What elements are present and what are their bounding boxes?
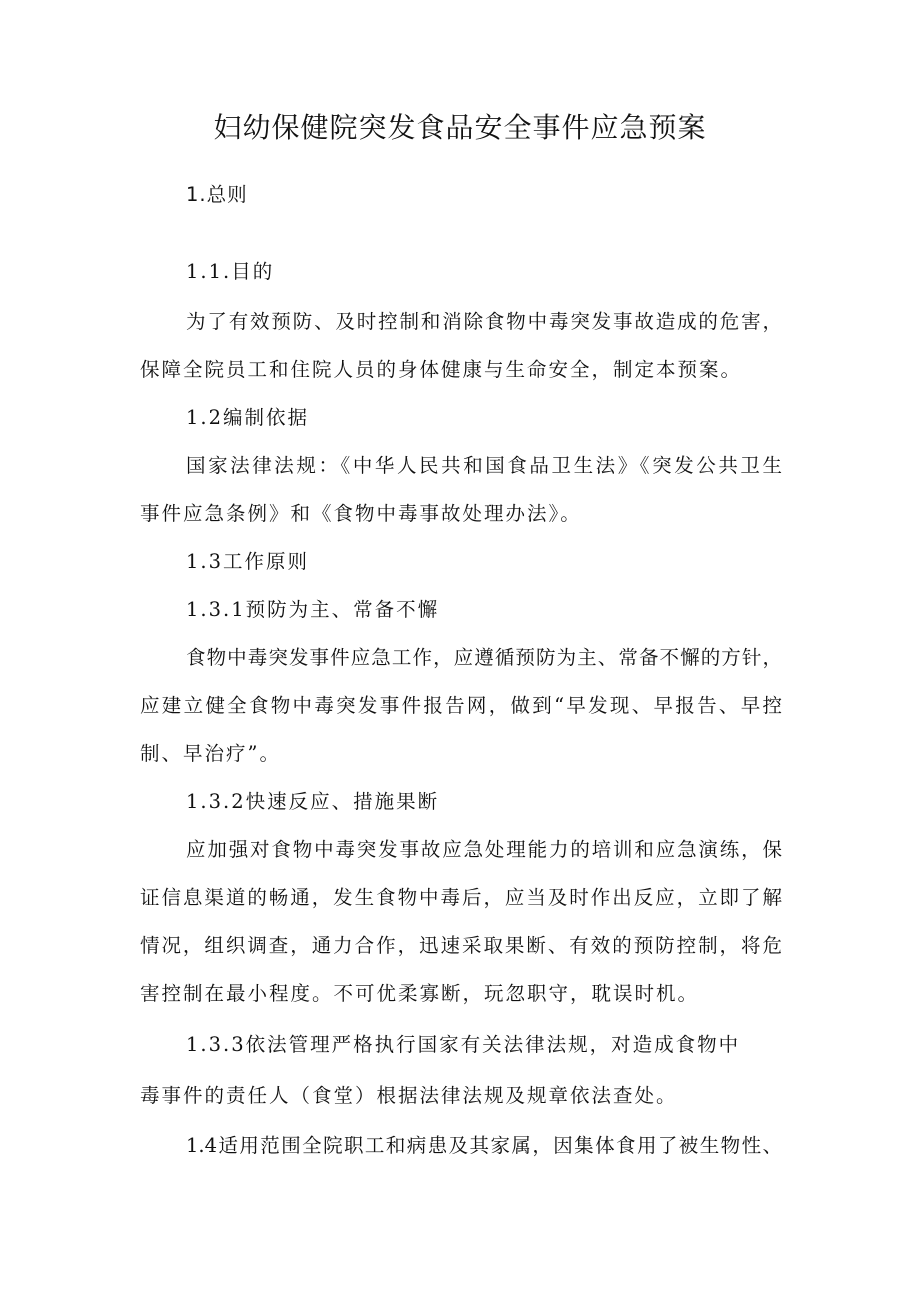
paragraph-line: 证信息渠道的畅通，发生食物中毒后，应当及时作出反应，立即了解 bbox=[140, 886, 782, 909]
subsection-heading-purpose: 1.1.目的 bbox=[186, 260, 275, 283]
paragraph-line: 应加强对食物中毒突发事故应急处理能力的培训和应急演练，保 bbox=[186, 838, 782, 861]
paragraph-line: 为了有效预防、及时控制和消除食物中毒突发事故造成的危害， bbox=[186, 310, 782, 333]
subsection-heading-prevention: 1.3.1预防为主、常备不懈 bbox=[186, 598, 440, 621]
subsection-heading-rapid-response: 1.3.2快速反应、措施果断 bbox=[186, 790, 440, 813]
subsection-heading-lawful-management: 1.3.3依法管理严格执行国家有关法律法规，对造成食物中 bbox=[186, 1033, 741, 1056]
paragraph-line: 保障全院员工和住院人员的身体健康与生命安全，制定本预案。 bbox=[140, 358, 743, 381]
paragraph-line: 害控制在最小程度。不可优柔寡断，玩忽职守，耽误时机。 bbox=[140, 982, 700, 1005]
subsection-heading-principles: 1.3工作原则 bbox=[186, 550, 310, 573]
paragraph-line: 事件应急条例》和《食物中毒事故处理办法》。 bbox=[140, 502, 582, 525]
paragraph-line: 情况，组织调查，通力合作，迅速采取果断、有效的预防控制，将危 bbox=[140, 934, 782, 957]
document-title: 妇幼保健院突发食品安全事件应急预案 bbox=[213, 111, 707, 144]
paragraph-line: 制、早治疗”。 bbox=[140, 742, 281, 765]
paragraph-line: 国家法律法规：《中华人民共和国食品卫生法》《突发公共卫生 bbox=[186, 454, 782, 477]
section-heading-general: 1.总则 bbox=[186, 183, 248, 206]
paragraph-line: 毒事件的责任人（食堂）根据法律法规及规章依法查处。 bbox=[140, 1084, 678, 1107]
subsection-heading-scope: 1.4适用范围全院职工和病患及其家属，因集体食用了被生物性、 bbox=[186, 1134, 782, 1157]
paragraph-line: 应建立健全食物中毒突发事件报告网，做到“早发现、早报告、早控 bbox=[140, 694, 782, 717]
subsection-heading-basis: 1.2编制依据 bbox=[186, 406, 310, 429]
paragraph-line: 食物中毒突发事件应急工作，应遵循预防为主、常备不懈的方针， bbox=[186, 646, 782, 669]
